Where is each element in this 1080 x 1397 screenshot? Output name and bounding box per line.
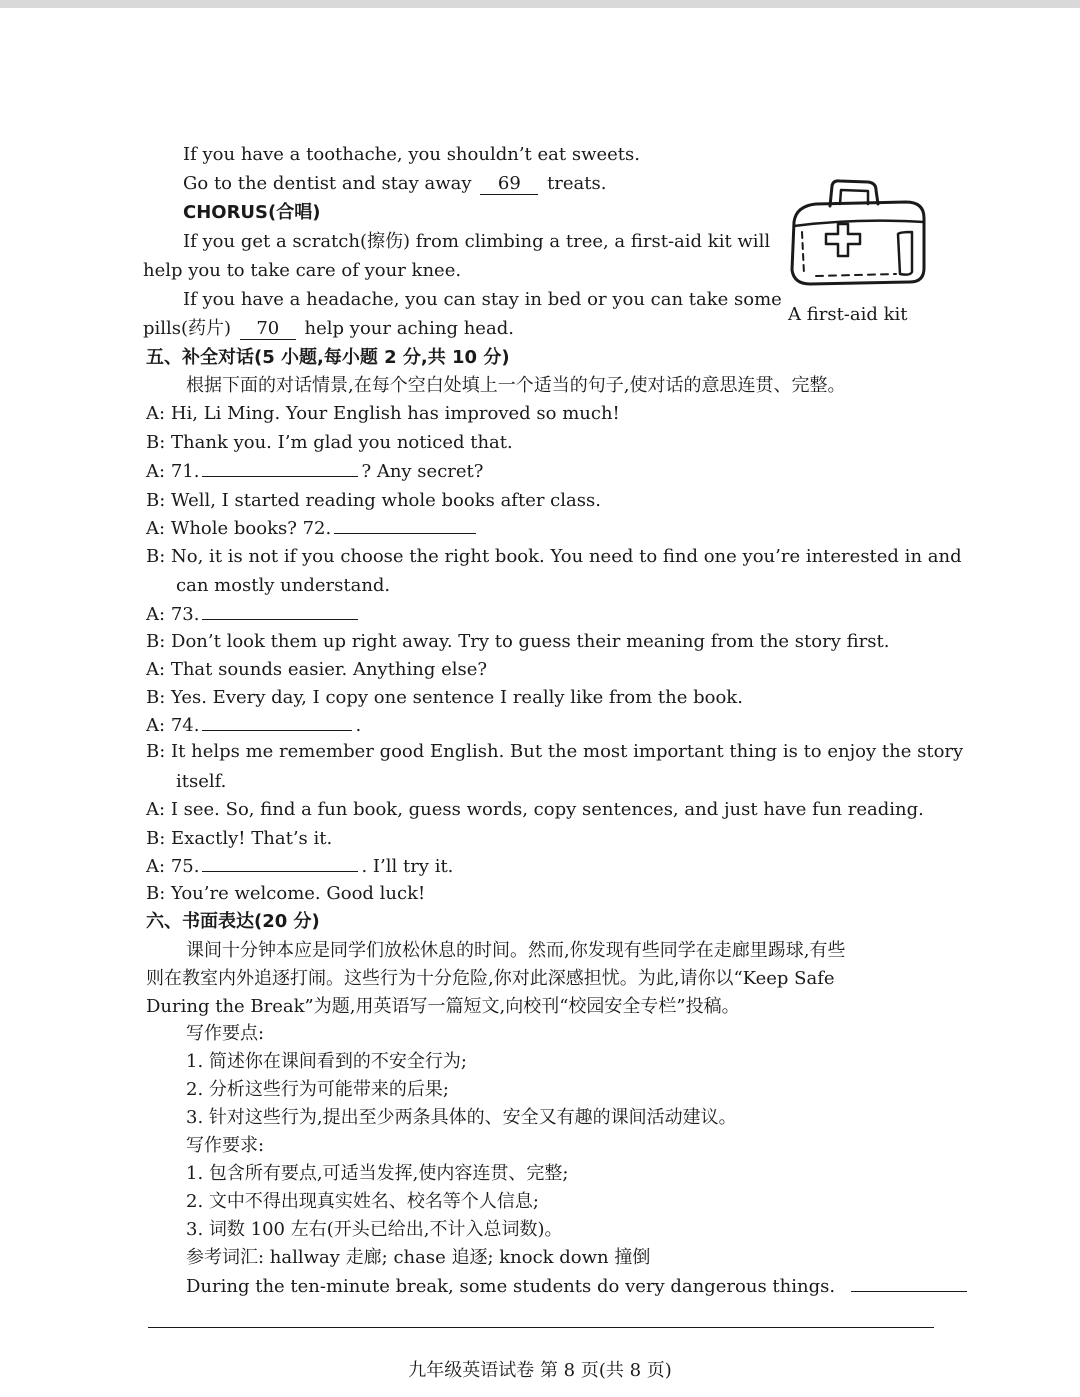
writing-prompt-line-3: During the Break”为题,用英语写一篇短文,向校刊“校园安全专栏”投稿。 <box>146 996 740 1017</box>
writing-requirement: 1. 包含所有要点,可适当发挥,使内容连贯、完整; <box>186 1163 569 1184</box>
dialogue-line: B: No, it is not if you choose the right book. You need to find one you’re interested in and <box>146 546 962 567</box>
writing-point: 1. 简述你在课间看到的不安全行为; <box>186 1051 467 1072</box>
image-caption: A first-aid kit <box>788 304 908 325</box>
song-line-4: help you to take care of your knee. <box>143 260 462 281</box>
writing-point: 2. 分析这些行为可能带来的后果; <box>186 1079 449 1100</box>
writing-requirement: 2. 文中不得出现真实姓名、校名等个人信息; <box>186 1191 539 1212</box>
answer-blank-73[interactable] <box>202 619 358 620</box>
writing-points-title: 写作要点: <box>186 1023 265 1044</box>
answer-blank-72[interactable] <box>334 533 476 534</box>
section-5-heading: 五、补全对话(5 小题,每小题 2 分,共 10 分) <box>146 347 510 368</box>
writing-point: 3. 针对这些行为,提出至少两条具体的、安全又有趣的课间活动建议。 <box>186 1107 737 1128</box>
first-aid-kit-icon <box>786 176 928 288</box>
footer-rule <box>148 1327 934 1328</box>
song-line-5: If you have a headache, you can stay in bed or you can take some <box>183 289 782 310</box>
song-line-6 <box>143 317 514 341</box>
essay-opening: During the ten-minute break, some students do very dangerous things. <box>186 1275 970 1299</box>
song-line-2 <box>183 172 606 196</box>
writing-requirement: 3. 词数 100 左右(开头已给出,不计入总词数)。 <box>186 1219 563 1240</box>
dialogue-line: A: Hi, Li Ming. Your English has improved so much! <box>146 403 620 424</box>
section-6-heading: 六、书面表达(20 分) <box>146 911 320 932</box>
writing-requirements-title: 写作要求: <box>186 1135 265 1156</box>
dialogue-line: A: I see. So, find a fun book, guess words, copy sentences, and just have fun reading. <box>146 799 924 820</box>
answer-blank-71[interactable] <box>202 476 358 477</box>
dialogue-line: A: That sounds easier. Anything else? <box>146 659 488 680</box>
dialogue-line: B: Thank you. I’m glad you noticed that. <box>146 432 513 453</box>
top-border <box>0 0 1080 8</box>
dialogue-line: A: Whole books? 72. <box>146 517 479 541</box>
song-line-2-text: Go to the dentist and stay away <box>183 173 472 194</box>
dialogue-line: A: 75. . I’ll try it. <box>146 856 454 877</box>
writing-prompt-line-1: 课间十分钟本应是同学们放松休息的时间。然而,你发现有些同学在走廊里踢球,有些 <box>186 940 846 961</box>
answer-blank-74[interactable] <box>202 730 352 731</box>
dialogue-line: B: Yes. Every day, I copy one sentence I really like from the book. <box>146 687 743 708</box>
song-line-3: If you get a scratch(擦伤) from climbing a tree, a first-aid kit will <box>183 231 771 252</box>
blank-70[interactable]: 70 <box>240 319 296 340</box>
dialogue-line: B: Exactly! That’s it. <box>146 828 333 849</box>
song-line-2-end: treats. <box>547 173 607 194</box>
reference-vocabulary: 参考词汇: hallway 走廊; chase 追逐; knock down 撞倒 <box>186 1247 651 1268</box>
answer-blank-75[interactable] <box>202 871 358 872</box>
dialogue-line: itself. <box>176 771 227 792</box>
page-footer: 九年级英语试卷 第 8 页(共 8 页) <box>408 1360 672 1381</box>
dialogue-line: B: Well, I started reading whole books after class. <box>146 490 601 511</box>
dialogue-line: can mostly understand. <box>176 575 391 596</box>
dialogue-line: A: 71. ? Any secret? <box>146 461 484 482</box>
chorus-label: CHORUS(合唱) <box>183 202 321 223</box>
dialogue-line: B: It helps me remember good English. But the most important thing is to enjoy the story <box>146 741 964 762</box>
section-5-instruction: 根据下面的对话情景,在每个空白处填上一个适当的句子,使对话的意思连贯、完整。 <box>186 375 846 396</box>
blank-69[interactable]: 69 <box>480 174 538 195</box>
song-line-6-end: help your aching head. <box>304 318 514 339</box>
dialogue-line: B: Don’t look them up right away. Try to guess their meaning from the story first. <box>146 631 890 652</box>
song-line-6-text: pills(药片) <box>143 318 232 339</box>
dialogue-line: B: You’re welcome. Good luck! <box>146 883 426 904</box>
writing-prompt-line-2: 则在教室内外追逐打闹。这些行为十分危险,你对此深感担忧。为此,请你以“Keep Safe <box>146 968 835 989</box>
song-line-1: If you have a toothache, you shouldn’t eat sweets. <box>183 144 640 165</box>
dialogue-line: A: 73. <box>146 603 361 627</box>
dialogue-line: A: 74. . <box>146 715 362 736</box>
essay-answer-line[interactable] <box>851 1291 967 1292</box>
